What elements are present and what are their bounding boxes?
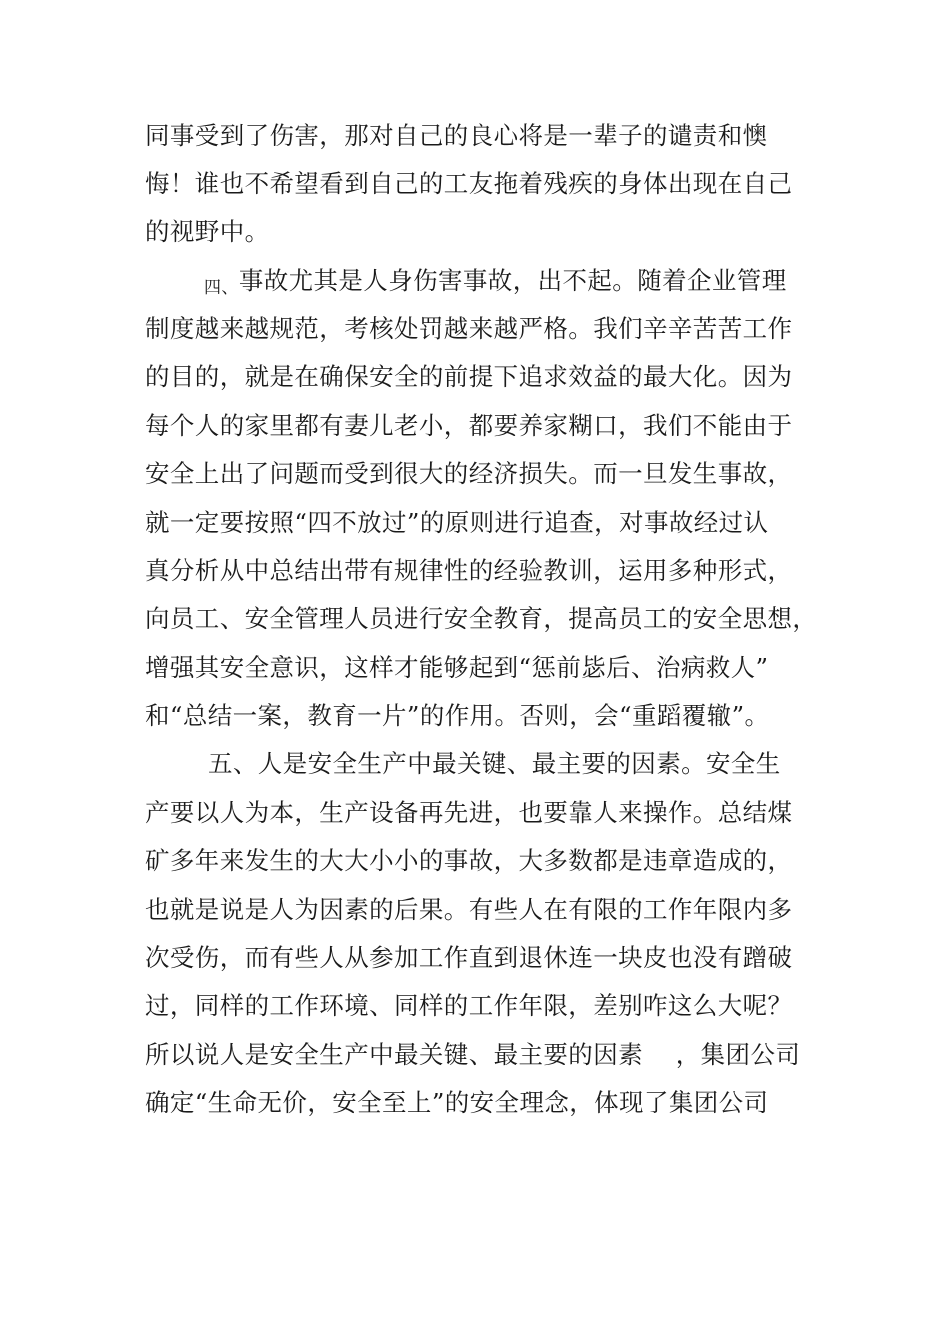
paragraph-line: 也就是说是人为因素的后果。有些人在有限的工作年限内多 bbox=[145, 895, 793, 924]
section-four-first-line bbox=[204, 266, 787, 299]
paragraph-line: 悔！谁也不希望看到自己的工友拖着残疾的身体出现在自己 bbox=[145, 169, 793, 198]
paragraph-line: 安全上出了问题而受到很大的经济损失。而一旦发生事故， bbox=[145, 459, 793, 488]
paragraph-line: 确定“生命无价，安全至上”的安全理念，体现了集团公司 bbox=[145, 1088, 769, 1117]
paragraph-line: 过，同样的工作环境、同样的工作年限，差别咋这么大呢？ bbox=[145, 991, 793, 1020]
paragraph-line: 同事受到了伤害，那对自己的良心将是一辈子的谴责和懊 bbox=[145, 121, 768, 150]
paragraph-line: 次受伤，而有些人从参加工作直到退休连一块皮也没有蹭破 bbox=[145, 943, 793, 972]
section-five-first-line: 五、人是安全生产中最关键、最主要的因素。安全生 bbox=[208, 749, 781, 778]
paragraph-line: 增强其安全意识，这样才能够起到“惩前毖后、治病救人” bbox=[145, 653, 769, 682]
paragraph-line: 的目的，就是在确保安全的前提下追求效益的最大化。因为 bbox=[145, 362, 793, 391]
paragraph-line: 事故尤其是人身伤害事故，出不起。随着企业管理 bbox=[238, 266, 787, 295]
section-four-number: 四、 bbox=[204, 278, 239, 298]
paragraph-line: 每个人的家里都有妻儿老小，都要养家糊口，我们不能由于 bbox=[145, 411, 793, 440]
paragraph-line: 制度越来越规范，考核处罚越来越严格。我们辛辛苦苦工作 bbox=[145, 314, 793, 343]
paragraph-line: 向员工、安全管理人员进行安全教育，提高员工的安全思想， bbox=[145, 604, 818, 633]
paragraph-line: 就一定要按照“四不放过”的原则进行追查，对事故经过认 bbox=[145, 508, 769, 537]
paragraph-line: 的视野中。 bbox=[145, 217, 270, 246]
paragraph-line: 和“总结一案，教育一片”的作用。否则，会“重蹈覆辙”。 bbox=[145, 701, 770, 730]
paragraph-line: 真分析从中总结出带有规律性的经验教训，运用多种形式， bbox=[145, 556, 793, 585]
paragraph-line: 矿多年来发生的大大小小的事故，大多数都是违章造成的， bbox=[145, 846, 793, 875]
paragraph-line: 产要以人为本，生产设备再先进，也要靠人来操作。总结煤 bbox=[145, 798, 793, 827]
paragraph-line: 所以说人是安全生产中最关键、最主要的因素 ，集团公司 bbox=[145, 1040, 801, 1069]
